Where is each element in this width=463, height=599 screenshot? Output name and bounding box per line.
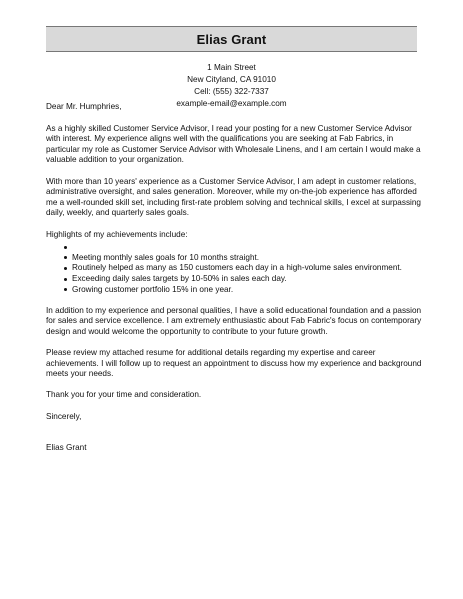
achievement-item: Exceeding daily sales targets by 10-50% in sales each day. bbox=[64, 274, 426, 285]
letter-body bbox=[46, 102, 426, 464]
closing: Sincerely, bbox=[46, 411, 82, 421]
paragraph-follow-up: Please review my attached resume for additional details regarding my expertise and career achievements. I will follow up to request an appointment to discuss how my experience and background meets your needs. bbox=[46, 348, 422, 379]
paragraph-education: In addition to my experience and personal qualities, I have a solid educational foundation and a passion for sales and service excellence. I am extremely enthusiastic about Fab Fabric's focus on contemporary design and would welcome the opportunity to contribute to your future growth. bbox=[46, 305, 422, 336]
salutation: Dear Mr. Humphries, bbox=[46, 102, 122, 111]
contact-address: 1 Main Street bbox=[207, 63, 256, 72]
achievement-item: Meeting monthly sales goals for 10 months straight. bbox=[64, 253, 426, 264]
name-banner bbox=[46, 26, 417, 52]
contact-email: example-email@example.com bbox=[176, 99, 287, 108]
achievement-item: Routinely helped as many as 150 customers each day in a high-volume sales environment. bbox=[64, 263, 426, 274]
applicant-name: Elias Grant bbox=[196, 31, 267, 47]
paragraph-intro: As a highly skilled Customer Service Advisor, I read your posting for a new Customer Service Advisor with interest. My experience aligns well with the qualifications you are seeking at Fab Fabrics, in particular my role as Customer Service Advisor with Wholesale Linens, and I am certain I would make a valuable addition to your organization. bbox=[46, 123, 421, 165]
signature-name: Elias Grant bbox=[46, 443, 87, 453]
paragraph-experience: With more than 10 years' experience as a Customer Service Advisor, I am adept in customer relations, administrative oversight, and sales generation. Moreover, while my on-the-job experience has afforded me a well-rounded skill set, including first-rate problem solving and technical skills, I excel at surpassing daily, weekly, and quarterly sales goals. bbox=[46, 176, 421, 218]
highlights-intro: Highlights of my achievements include: bbox=[46, 229, 188, 239]
contact-cell: Cell: (555) 322-7337 bbox=[194, 87, 269, 96]
contact-city: New Cityland, CA 91010 bbox=[187, 75, 276, 84]
achievements-list bbox=[46, 242, 426, 295]
thanks-line: Thank you for your time and consideration. bbox=[46, 390, 202, 400]
achievement-item bbox=[64, 242, 426, 253]
achievement-item: Growing customer portfolio 15% in one year. bbox=[64, 285, 426, 296]
